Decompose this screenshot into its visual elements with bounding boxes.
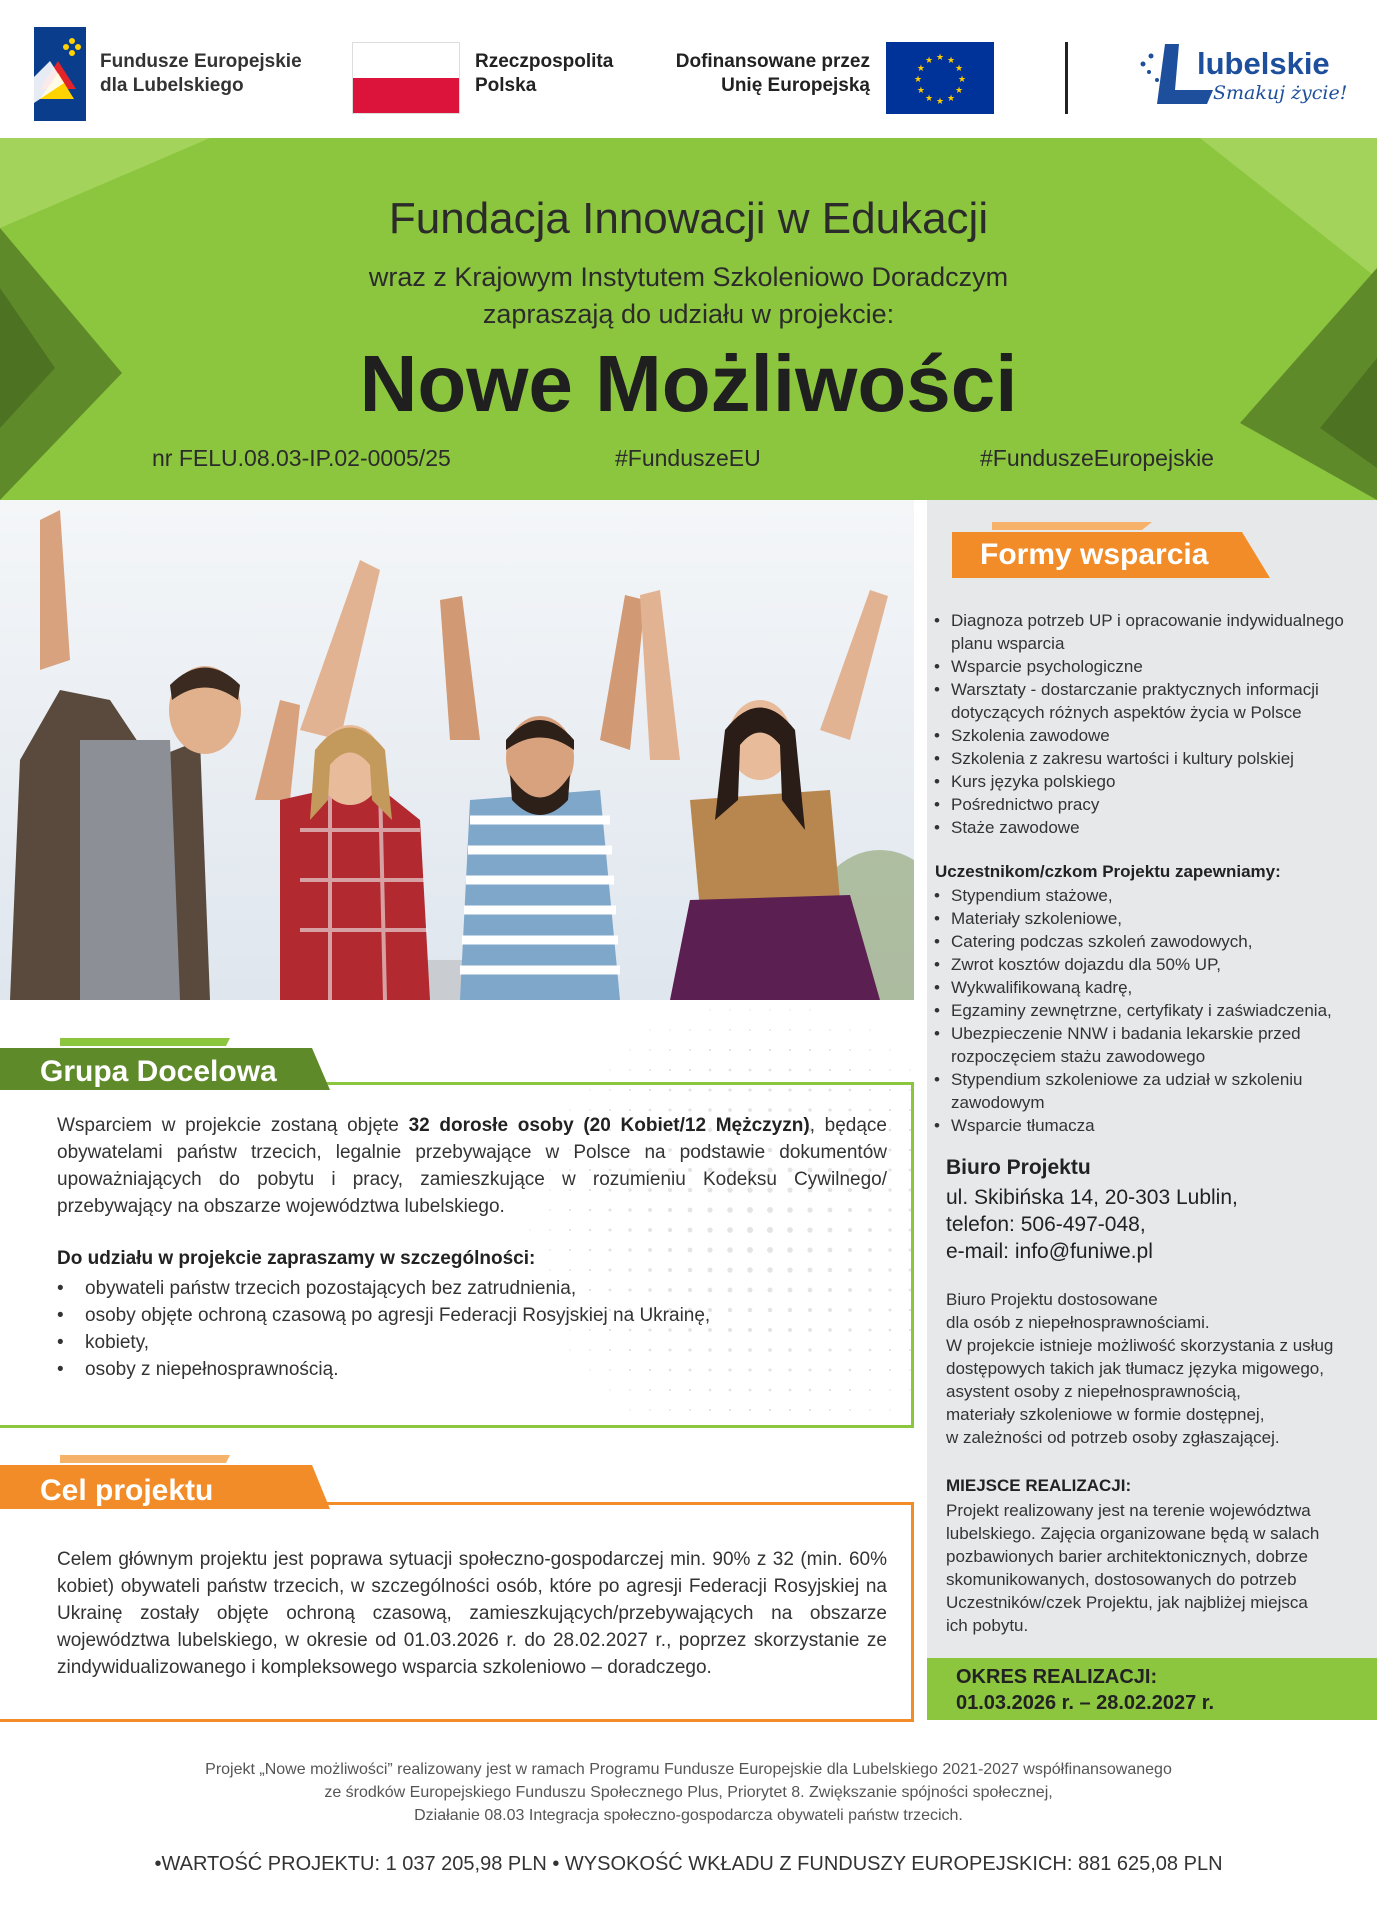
pattern-dot: [849, 1069, 851, 1071]
zapewniamy-item: • Ubezpieczenie NNW i badania lekarskie przed rozpoczęciem stażu zawodowego: [934, 1022, 1359, 1068]
project-number: nr FELU.08.03-IP.02-0005/25: [152, 445, 451, 471]
pattern-dot: [709, 1009, 710, 1010]
pattern-dot: [649, 1049, 651, 1051]
pattern-dot: [829, 1049, 831, 1051]
formy-item: • Warsztaty - dostarczanie praktycznych informacji dotyczących różnych aspektów życia w Polsce: [934, 678, 1354, 724]
grupa-invite-item: • osoby objęte ochroną czasową po agresji Federacji Rosyjskiej na Ukrainę,: [57, 1302, 710, 1329]
biuro-accessibility-line: Biuro Projektu dostosowane: [946, 1290, 1158, 1309]
pattern-dot: [889, 1049, 890, 1050]
pattern-dot: [809, 1009, 810, 1010]
grupa-invite-item: • kobiety,: [57, 1329, 710, 1356]
pattern-dot: [689, 1049, 691, 1051]
biuro-accessibility-line: dla osób z niepełnosprawnościami.: [946, 1313, 1210, 1332]
zapewniamy-item: • Materiały szkoleniowe,: [934, 907, 1359, 930]
organization-name: Fundacja Innowacji w Edukacji: [388, 194, 989, 243]
pattern-dot: [789, 1069, 792, 1072]
pattern-dot: [669, 1029, 671, 1031]
biuro-accessibility-line: W projekcie istnieje możliwość skorzystania z usług: [946, 1336, 1334, 1355]
pattern-dot: [849, 1049, 851, 1051]
pattern-dot: [769, 1069, 772, 1072]
zapewniamy-item: • Wykwalifikowaną kadrę,: [934, 976, 1359, 999]
biuro-address: ul. Skibińska 14, 20-303 Lublin,: [946, 1186, 1238, 1209]
footer-line-3: Działanie 08.03 Integracja społeczno-gospodarcza obywateli państw trzecich.: [414, 1807, 963, 1824]
pattern-dot: [689, 1069, 692, 1072]
cel-title: Cel projektu: [40, 1474, 214, 1507]
grupa-invite-list: [57, 1275, 710, 1383]
pattern-dot: [869, 1049, 871, 1051]
fe-logo-icon: [34, 27, 86, 121]
hero-subtitle-2: zapraszają do udziału w projekcie:: [482, 299, 895, 329]
miejsce-title: MIEJSCE REALIZACJI:: [946, 1476, 1132, 1495]
pattern-dot: [809, 1049, 811, 1051]
pattern-dot: [889, 1069, 891, 1071]
pattern-dot: [729, 1029, 731, 1031]
eu-star-icon: ★: [913, 75, 923, 85]
footer-line-1: Projekt „Nowe możliwości” realizowany jest w ramach Programu Fundusze Europejskie dla Lubelskiego 2021-2027 współfinansowanego: [205, 1761, 1172, 1778]
miejsce-line: ich pobytu.: [946, 1616, 1029, 1635]
cel-description: Celem głównym projektu jest poprawa sytuacji społeczno-gospodarczej min. 90% z 32 (min. 60% kobiet) obywateli państw trzecich, w szczególności osób, które po agresji Federacji Rosyjskiej na Ukrainę zostały objęte ochroną czasową, zamieszkujących/przebywających na obszarze województwa lubelskiego, w okresie od 01.03.2026 r. do 28.02.2027 r., poprzez skorzystanie ze zindywidualizowanego i kompleksowego wsparcia szkoleniowo – doradczego.: [57, 1549, 887, 1678]
hashtag-fundusze-eu: #FunduszeEU: [615, 445, 761, 471]
eu-star-icon: ★: [946, 94, 956, 105]
okres-title: OKRES REALIZACJI:: [956, 1666, 1158, 1688]
pattern-dot: [829, 1029, 831, 1031]
pattern-dot: [769, 1049, 771, 1051]
biuro-accessibility: [946, 1288, 1333, 1449]
biuro-phone: telefon: 506-497-048,: [946, 1213, 1146, 1236]
pattern-dot: [649, 1069, 651, 1071]
pattern-dot: [769, 1009, 771, 1011]
zapewniamy-item: • Stypendium stażowe,: [934, 884, 1359, 907]
biuro-accessibility-line: dostępowych takich jak tłumacz języka migowego,: [946, 1359, 1324, 1378]
okres-dates: 01.03.2026 r. – 28.02.2027 r.: [956, 1692, 1215, 1714]
eu-star-icon: ★: [935, 97, 945, 107]
pattern-dot: [649, 1029, 650, 1030]
formy-item: • Wsparcie psychologiczne: [934, 655, 1354, 678]
pattern-dot: [709, 1029, 711, 1031]
grupa-title: Grupa Docelowa: [40, 1055, 277, 1088]
hero-photo: [0, 500, 914, 1000]
eu-star-icon: ★: [946, 55, 956, 66]
formy-item: • Pośrednictwo pracy: [934, 793, 1354, 816]
zapewniamy-item: • Egzaminy zewnętrzne, certyfikaty i zaświadczenia,: [934, 999, 1359, 1022]
logo-bar: [0, 0, 1377, 138]
grupa-invite-item: • obywateli państw trzecich pozostających bez zatrudnienia,: [57, 1275, 710, 1302]
footer-line-2: ze środków Europejskiego Funduszu Społecznego Plus, Priorytet 8. Zwiększanie spójności społecznej,: [324, 1784, 1053, 1801]
zapewniamy-title: Uczestnikom/czkom Projektu zapewniamy:: [935, 862, 1281, 881]
pattern-dot: [669, 1049, 671, 1051]
footer-info: [0, 1758, 1377, 1827]
miejsce-line: Uczestników/czek Projektu, jak najbliżej miejsca: [946, 1593, 1308, 1612]
pattern-dot: [669, 1069, 671, 1071]
eu-star-icon: ★: [935, 53, 945, 63]
biuro-accessibility-line: materiały szkoleniowe w formie dostępnej,: [946, 1405, 1265, 1424]
formy-item: • Diagnoza potrzeb UP i opracowanie indywidualnego planu wsparcia: [934, 609, 1354, 655]
biuro-email: e-mail: info@funiwe.pl: [946, 1240, 1153, 1263]
people-celebrating-illustration: [0, 500, 914, 1000]
pattern-dot: [629, 1069, 631, 1071]
rp-logo-text: Rzeczpospolita Polska: [475, 51, 614, 96]
pattern-dot: [729, 1009, 730, 1010]
biuro-title: Biuro Projektu: [946, 1156, 1091, 1179]
eu-star-icon: ★: [955, 64, 964, 74]
pattern-dot: [749, 1009, 751, 1011]
zapewniamy-item: • Stypendium szkoleniowe za udział w szkoleniu zawodowym: [934, 1068, 1359, 1114]
miejsce-text: [946, 1499, 1319, 1637]
pattern-dot: [749, 1049, 751, 1051]
fe-logo-text: Fundusze Europejskie dla Lubelskiego: [100, 51, 302, 96]
formy-item: • Staże zawodowe: [934, 816, 1354, 839]
zapewniamy-item: • Catering podczas szkoleń zawodowych,: [934, 930, 1359, 953]
lubelskie-wordmark: lubelskie: [1197, 46, 1330, 81]
hero-subtitle-1: wraz z Krajowym Instytutem Szkoleniowo Doradczym: [368, 262, 1009, 292]
formy-item: • Szkolenia zawodowe: [934, 724, 1354, 747]
eu-star-icon: ★: [924, 94, 934, 105]
pattern-dot: [729, 1049, 731, 1051]
eu-star-icon: ★: [924, 55, 934, 66]
pattern-dot: [689, 1029, 691, 1031]
zapewniamy-item: • Wsparcie tłumacza: [934, 1114, 1359, 1137]
zapewniamy-list: [934, 884, 1359, 1137]
miejsce-line: lubelskiego. Zajęcia organizowane będą w salach: [946, 1524, 1320, 1543]
pattern-dot: [789, 1029, 791, 1031]
pattern-dot: [629, 1049, 630, 1050]
pattern-dot: [749, 1029, 751, 1031]
miejsce-line: skomunikowanych, dostosowanych do potrzeb: [946, 1570, 1297, 1589]
grupa-invite-item: • osoby z niepełnosprawnością.: [57, 1356, 710, 1383]
eu-star-icon: ★: [916, 64, 925, 74]
pattern-dot: [869, 1029, 870, 1030]
okres-realizacji-bar: [927, 1658, 1377, 1720]
eu-star-icon: ★: [916, 86, 925, 96]
formy-wsparcia-list: [934, 609, 1354, 839]
pattern-dot: [769, 1029, 771, 1031]
pattern-dot: [809, 1029, 811, 1031]
pattern-dot: [809, 1069, 812, 1072]
formy-item: • Kurs języka polskiego: [934, 770, 1354, 793]
pattern-dot: [789, 1049, 791, 1051]
eu-star-icon: ★: [955, 86, 964, 96]
pattern-dot: [729, 1069, 732, 1072]
biuro-accessibility-line: w zależności od potrzeb osoby zgłaszającej.: [946, 1428, 1280, 1447]
eu-flag-icon: [886, 42, 994, 114]
miejsce-line: Projekt realizowany jest na terenie województwa: [946, 1501, 1311, 1520]
zapewniamy-item: • Zwrot kosztów dojazdu dla 50% UP,: [934, 953, 1359, 976]
pattern-dot: [869, 1069, 871, 1071]
pattern-dot: [789, 1009, 790, 1010]
pattern-dot: [749, 1069, 752, 1072]
grupa-description: Wsparciem w projekcie zostaną objęte 32 dorosłe osoby (20 Kobiet/12 Mężczyzn), będące obywatelami państw trzecich, legalnie przebywające w Polsce na podstawie dokumentów upoważniających do pobytu i pracy, zamieszkujące w rozumieniu Kodeksu Cywilnego/ przebywający na obszarze województwa lubelskiego.: [57, 1115, 887, 1217]
pattern-dot: [709, 1069, 712, 1072]
grupa-invite-title: Do udziału w projekcie zapraszamy w szczególności:: [57, 1248, 536, 1269]
project-title: Nowe Możliwości: [359, 339, 1018, 428]
pattern-dot: [609, 1069, 611, 1071]
pattern-dot: [909, 1069, 911, 1071]
logo-divider: [1065, 42, 1068, 114]
miejsce-line: pozbawionych barier architektonicznych, dobrze: [946, 1547, 1308, 1566]
pattern-dot: [849, 1029, 851, 1031]
hero-banner: [0, 138, 1377, 500]
pattern-dot: [709, 1049, 711, 1051]
biuro-accessibility-line: asystent osoby z niepełnosprawnością,: [946, 1382, 1241, 1401]
eu-star-icon: ★: [957, 75, 967, 85]
hashtag-fundusze-europejskie: #FunduszeEuropejskie: [980, 445, 1214, 471]
project-value-line: •WARTOŚĆ PROJEKTU: 1 037 205,98 PLN • WYSOKOŚĆ WKŁADU Z FUNDUSZY EUROPEJSKICH: 881 625,08 PLN: [154, 1853, 1223, 1875]
formy-wsparcia-title: Formy wsparcia: [980, 538, 1209, 571]
pl-flag-icon: [352, 42, 460, 114]
eu-logo-text: Dofinansowane przez Unię Europejską: [675, 51, 870, 96]
pattern-dot: [829, 1069, 832, 1072]
formy-item: • Szkolenia z zakresu wartości i kultury polskiej: [934, 747, 1354, 770]
biuro-contact: [946, 1184, 1238, 1265]
lubelskie-slogan: Smakuj życie!: [1213, 82, 1348, 104]
